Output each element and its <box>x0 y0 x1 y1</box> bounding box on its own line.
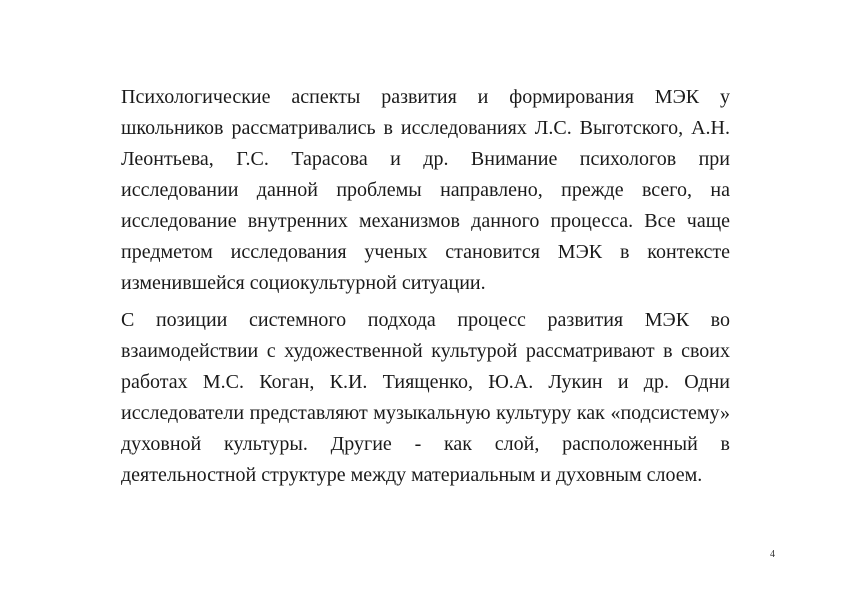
paragraph-2: С позиции системного подхода процесс развития МЭК во взаимодействии с художественной культурой рассматривают в своих работах М.С. Коган, К.И. Тиященко, Ю.А. Лукин и др. Одни исследователи представляют музыкальную культуру как «подсистему» духовной культуры. Другие - как слой, расположенный в деятельностной структуре между материальным и духовным слоем. <box>121 309 730 486</box>
page-number: 4 <box>770 549 775 560</box>
paragraph-1: Психологические аспекты развития и формирования МЭК у школьников рассматривались в исследованиях Л.С. Выготского, А.Н. Леонтьева, Г.С. Тарасова и др. Внимание психологов при исследовании данной проблемы направлено, прежде всего, на исследование внутренних механизмов данного процесса. Все чаще предметом исследования ученых становится МЭК в контексте изменившейся социокультурной ситуации. <box>121 86 730 294</box>
body-text <box>121 82 730 491</box>
